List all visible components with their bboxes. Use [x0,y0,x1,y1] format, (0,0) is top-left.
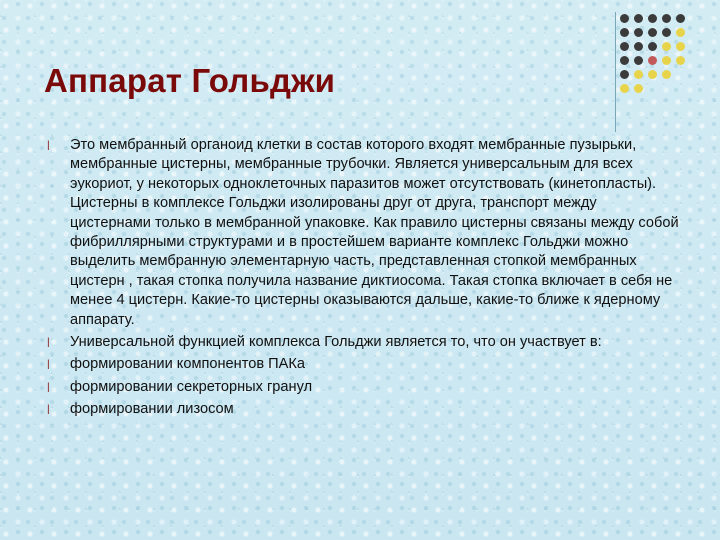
decor-dot [620,56,629,65]
bullet-marker: l [47,357,50,373]
list-item [44,400,680,419]
decor-dot [634,42,643,51]
list-item [44,355,680,374]
decor-dot [648,70,657,79]
list-item-text: Универсальной функцией комплекса Гольджи является то, что он участвует в: [70,334,602,351]
bullet-marker: l [47,335,50,351]
decor-dot [620,84,629,93]
decor-dot [634,14,643,23]
decor-dot [676,14,685,23]
decor-dot [634,70,643,79]
list-item-text: Это мембранный органоид клетки в состав которого входят мембранные пузырьки, мембранные цистерны, мембранные трубочки. Является универсальным для всех эукориот, у некоторых одноклеточных паразитов может отсутствовать (кинетопласты). Цистерны в комплексе Гольджи изолированы друг от друга, транспорт между цистернами только в мембранной упаковке. Как правило цистерны связаны между собой фибриллярными структурами и в простейшем варианте комплекс Гольджи можно выделить мембранную элементарную часть, представленная стопкой мембранных цистерн , такая стопка получила название диктиосома. Такая стопка включает в себя не менее 4 цистерн. Какие-то цистерны оказываются дальше, какие-то ближе к ядерному аппарату. [70,137,679,328]
list-item-text: формировании компонентов ПАКа [70,356,306,373]
decor-dot [634,56,643,65]
decor-dot [676,42,685,51]
decor-dot [676,56,685,65]
bullet-marker: l [47,138,50,153]
decor-dot [676,28,685,37]
decor-dot [648,28,657,37]
decor-dot [662,56,671,65]
page-title: Аппарат Гольджи [44,62,336,99]
decor-dot [620,28,629,37]
vertical-rule [615,12,616,132]
slide-body [44,136,680,423]
decor-dot [662,28,671,37]
bullet-marker: l [47,402,50,418]
bullet-marker: l [47,379,50,395]
decor-dot [620,70,629,79]
bullet-list [44,136,680,420]
decor-dot [634,28,643,37]
decor-dot [648,14,657,23]
decor-dot [662,70,671,79]
list-item [44,136,680,330]
dot-grid-motif-icon [620,14,706,106]
decor-dot [620,42,629,51]
decor-dot [648,56,657,65]
decor-dot [662,14,671,23]
decor-dot [662,42,671,51]
decor-dot [634,84,643,93]
list-item-text: формировании секреторных гранул [70,378,313,395]
list-item [44,378,680,397]
decor-dot [620,14,629,23]
decor-dot [648,42,657,51]
list-item [44,333,680,352]
list-item-text: формировании лизосом [70,401,234,418]
